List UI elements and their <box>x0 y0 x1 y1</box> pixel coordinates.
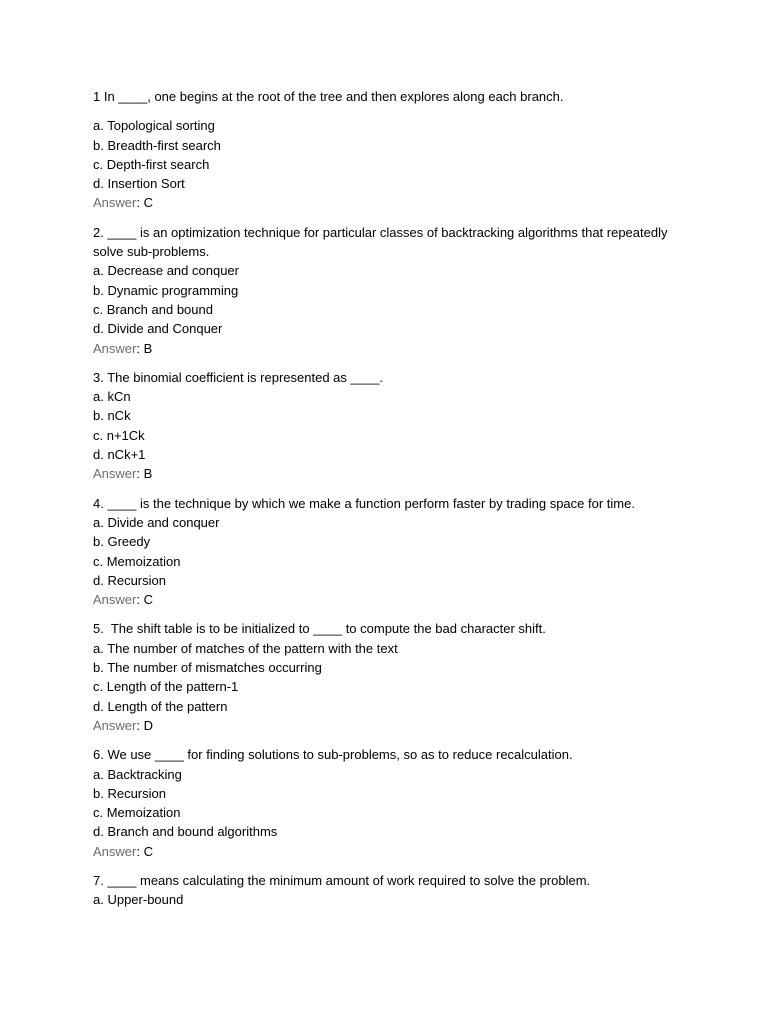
option-item: d. Branch and bound algorithms <box>93 824 278 840</box>
question-text: 6. We use ____ for finding solutions to sub-problems, so as to reduce recalculation. <box>93 747 573 763</box>
question-text: 2. ____ is an optimization technique for particular classes of backtracking algorithms that repeatedly solve sub-problems. <box>93 224 672 260</box>
option-item: c. Memoization <box>93 805 181 821</box>
option-item: d. Recursion <box>93 572 166 588</box>
option-item: c. Length of the pattern-1 <box>93 679 239 695</box>
document-page <box>93 87 673 920</box>
option-list <box>93 765 673 842</box>
question-text: 4. ____ is the technique by which we make a function perform faster by trading space for time. <box>93 495 635 511</box>
question-text: 3. The binomial coefficient is represented as ____. <box>93 369 384 385</box>
option-list <box>93 387 673 464</box>
option-item: d. Insertion Sort <box>93 176 185 192</box>
question-text: 5. The shift table is to be initialized to ____ to compute the bad character shift. <box>93 621 546 637</box>
answer-line <box>93 339 673 358</box>
answer-label: Answer <box>93 195 137 211</box>
answer-value: : B <box>136 466 153 482</box>
option-list <box>93 890 673 909</box>
option-list <box>93 513 673 590</box>
option-item: a. The number of matches of the pattern with the text <box>93 640 398 656</box>
answer-label: Answer <box>93 466 137 482</box>
answer-value: : B <box>136 340 153 356</box>
option-item: b. Dynamic programming <box>93 282 239 298</box>
answer-value: : C <box>136 843 153 859</box>
option-item: d. Length of the pattern <box>93 698 228 714</box>
option-item: a. Decrease and conquer <box>93 263 239 279</box>
answer-line <box>93 842 673 861</box>
question-block-6 <box>93 745 673 861</box>
answer-line <box>93 193 673 212</box>
option-item: a. Topological sorting <box>93 118 215 134</box>
option-item: c. Depth-first search <box>93 156 210 172</box>
question-text: 1 In ____, one begins at the root of the tree and then explores along each branch. <box>93 89 564 104</box>
question-block-2 <box>93 223 673 358</box>
option-item: b. Greedy <box>93 534 151 550</box>
answer-value: : C <box>136 592 153 608</box>
answer-line <box>93 590 673 609</box>
option-item: b. Breadth-first search <box>93 137 221 153</box>
option-item: d. Divide and Conquer <box>93 321 223 337</box>
answer-label: Answer <box>93 717 137 733</box>
option-item: d. nCk+1 <box>93 447 146 463</box>
option-list <box>93 116 673 193</box>
option-item: a. Divide and conquer <box>93 514 220 530</box>
answer-line <box>93 464 673 483</box>
option-item: b. The number of mismatches occurring <box>93 660 322 676</box>
option-item: a. Upper-bound <box>93 892 184 908</box>
option-item: a. kCn <box>93 389 131 405</box>
option-list <box>93 261 673 338</box>
question-block-3 <box>93 368 673 484</box>
option-item: b. Recursion <box>93 785 166 801</box>
question-block-1 <box>93 87 673 213</box>
answer-label: Answer <box>93 592 137 608</box>
option-item: c. Branch and bound <box>93 301 213 317</box>
option-item: b. nCk <box>93 408 131 424</box>
answer-value: : C <box>136 195 153 211</box>
question-block-5 <box>93 619 673 735</box>
question-block-4 <box>93 494 673 610</box>
answer-label: Answer <box>93 340 137 356</box>
option-item: a. Backtracking <box>93 766 182 782</box>
answer-line <box>93 716 673 735</box>
answer-value: : D <box>136 717 153 733</box>
answer-label: Answer <box>93 843 137 859</box>
question-text: 7. ____ means calculating the minimum amount of work required to solve the problem. <box>93 872 591 888</box>
option-item: c. Memoization <box>93 553 181 569</box>
question-block-7 <box>93 871 673 910</box>
option-list <box>93 639 673 716</box>
option-item: c. n+1Ck <box>93 427 145 443</box>
